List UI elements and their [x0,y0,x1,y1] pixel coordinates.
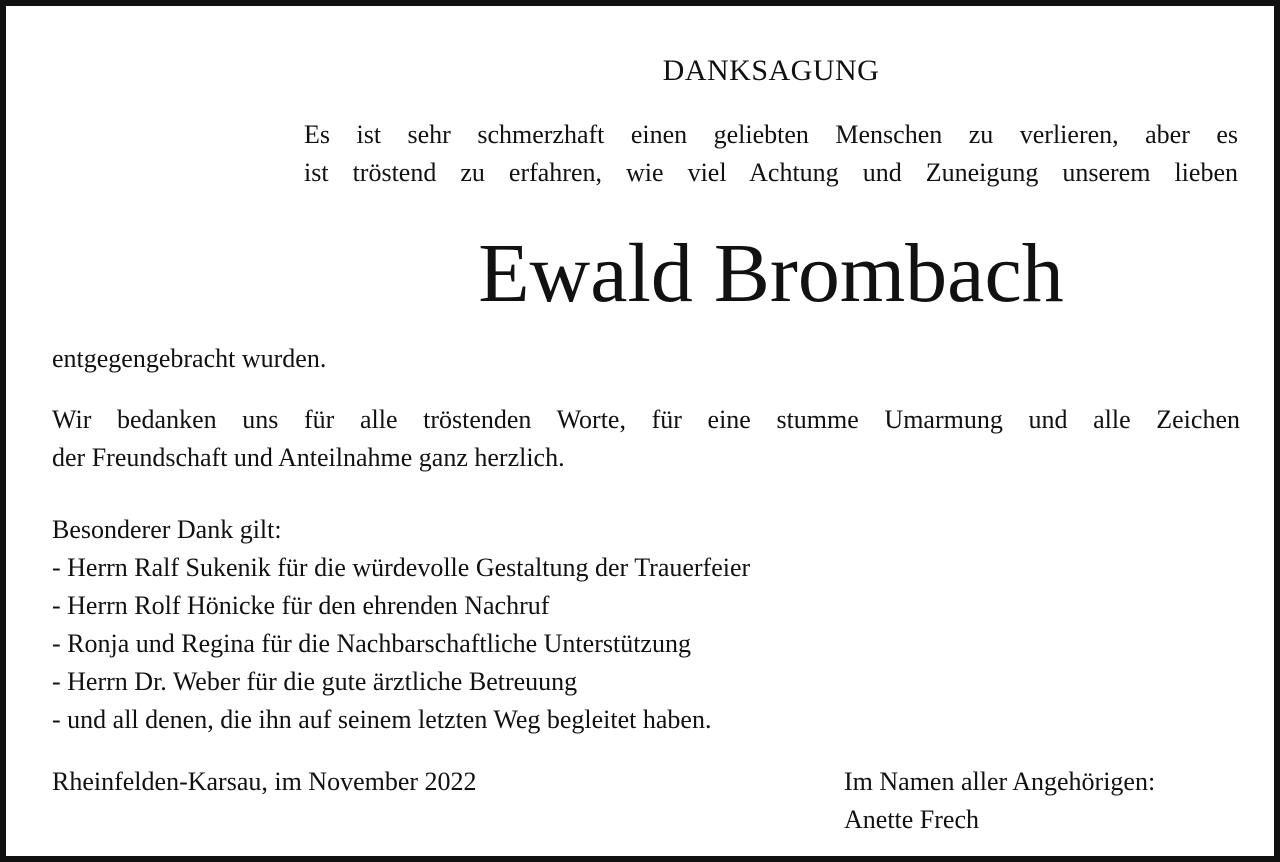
list-item: - Herrn Dr. Weber für die gute ärztliche Betreuung [52,667,578,696]
list-item: - und all denen, die ihn auf seinem letzten Weg begleitet haben. [52,705,712,734]
notice-heading: DANKSAGUNG [662,54,880,87]
thanks-line-1: Wir bedanken uns für alle tröstenden Worte, für eine stumme Umarmung und alle Zeichen [52,405,1240,434]
signature-line-1: Im Namen aller Angehörigen: [844,767,1156,796]
intro-paragraph [304,116,1238,192]
special-thanks-title: Besonderer Dank gilt: [52,515,282,544]
thanks-paragraph [52,401,1240,477]
list-item: - Herrn Ralf Sukenik für die würdevolle Gestaltung der Trauerfeier [52,553,751,582]
signature-block [844,763,1155,839]
list-item: - Ronja und Regina für die Nachbarschaftliche Unterstützung [52,629,691,658]
place-date: Rheinfelden-Karsau, im November 2022 [52,767,477,796]
signature-name: Anette Frech [844,805,980,834]
list-item: - Herrn Rolf Hönicke für den ehrenden Nachruf [52,591,550,620]
deceased-name: Ewald Brombach [478,227,1064,320]
special-thanks-list [52,511,750,739]
after-name-text: entgegengebracht wurden. [52,344,327,373]
intro-line-1: Es ist sehr schmerzhaft einen geliebten Menschen zu verlieren, aber es [304,120,1238,149]
thanks-line-2: der Freundschaft und Anteilnahme ganz herzlich. [52,443,565,472]
intro-line-2: ist tröstend zu erfahren, wie viel Achtung und Zuneigung unserem lieben [304,158,1238,187]
